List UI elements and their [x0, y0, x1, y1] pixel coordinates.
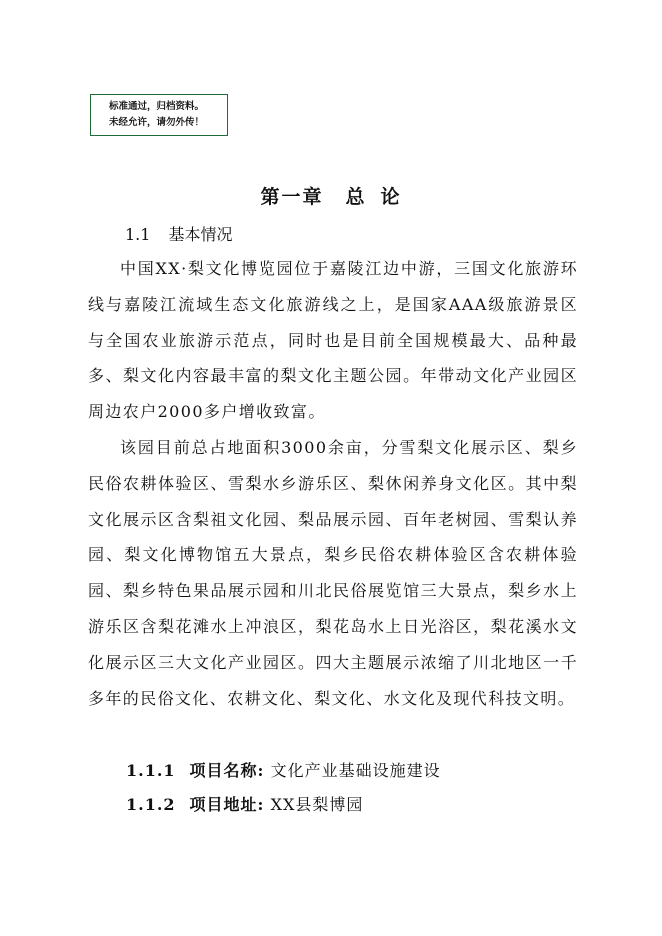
subsection-project-address	[126, 792, 363, 815]
subsection-project-name	[126, 758, 441, 781]
subsection-value: XX县梨博园	[270, 795, 364, 814]
stamp-line-2: 未经允许，请勿外传！	[109, 117, 205, 128]
chapter-number: 第一章	[260, 186, 324, 208]
subsection-number: 1.1.1	[126, 761, 176, 780]
section-title: 基本情况	[168, 225, 233, 244]
chapter-title-word-2: 论	[380, 186, 402, 208]
subsection-value: 文化产业基础设施建设	[270, 761, 441, 780]
subsection-label: 项目地址:	[189, 795, 265, 814]
body-text	[88, 251, 578, 716]
archive-stamp	[90, 94, 228, 136]
subsection-number: 1.1.2	[126, 795, 176, 814]
chapter-title-word-1: 总	[345, 186, 367, 208]
chapter-title	[0, 182, 662, 209]
subsection-label: 项目名称:	[189, 761, 265, 780]
stamp-line-1: 标准通过，归档资料。	[109, 101, 205, 112]
section-heading	[125, 222, 232, 245]
paragraph-2: 该园目前总占地面积3000余亩，分雪梨文化展示区、梨乡民俗农耕体验区、雪梨水乡游乐区、梨休闲养身文化区。其中梨文化展示区含梨祖文化园、梨品展示园、百年老树园、雪梨认养园、梨文化博物馆五大景点，梨乡民俗农耕体验区含农耕体验园、梨乡特色果品展示园和川北民俗展览馆三大景点，梨乡水上游乐区含梨花滩水上冲浪区，梨花岛水上日光浴区，梨花溪水文化展示区三大文化产业园区。四大主题展示浓缩了川北地区一千多年的民俗文化、农耕文化、梨文化、水文化及现代科技文明。	[88, 437, 578, 708]
section-number: 1.1	[125, 225, 151, 244]
paragraph-1: 中国XX·梨文化博览园位于嘉陵江边中游，三国文化旅游环线与嘉陵江流域生态文化旅游线之上，是国家AAA级旅游景区与全国农业旅游示范点，同时也是目前全国规模最大、品种最多、梨文化内容最丰富的梨文化主题公园。年带动文化产业园区周边农户2000多户增收致富。	[88, 259, 578, 422]
